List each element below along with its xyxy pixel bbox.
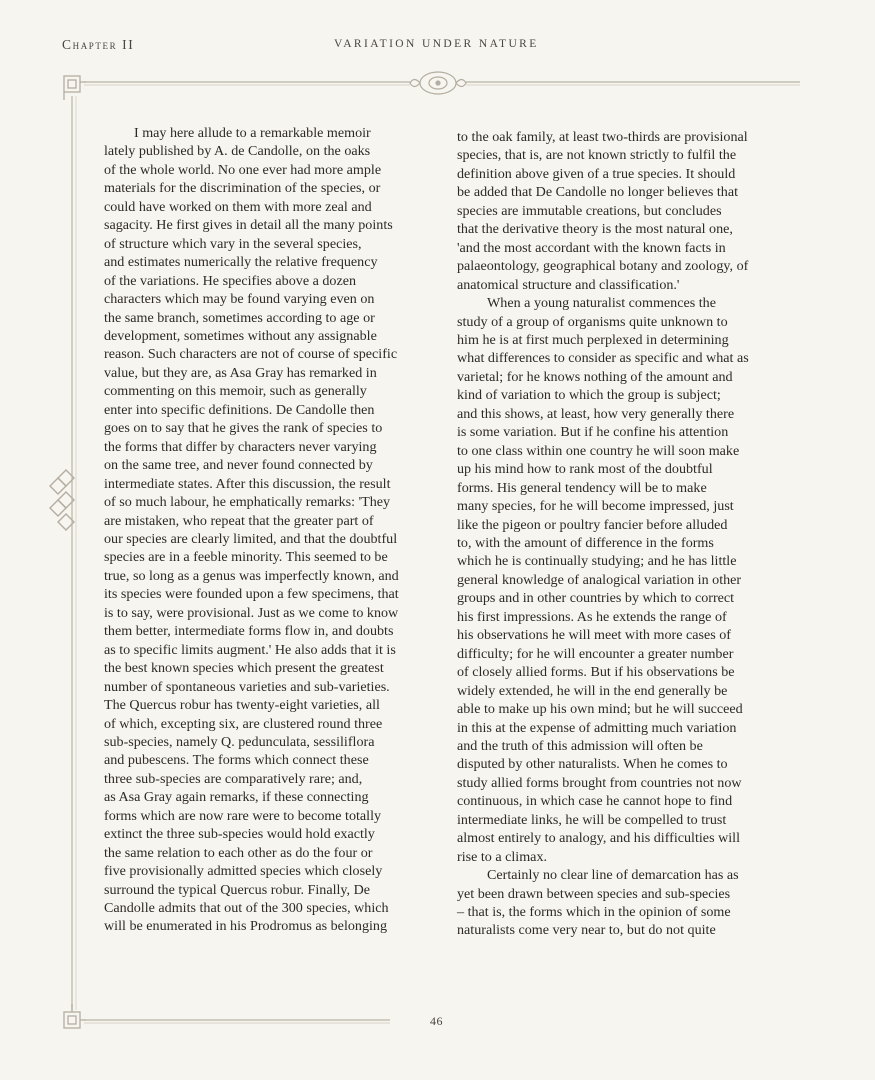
text-line: kind of variation to which the group is subject; [457,387,721,404]
text-line: extinct the three sub-species would hold exactly [104,826,375,843]
text-line: his observations he will meet with more cases of [457,627,731,644]
text-line: general knowledge of analogical variation in other [457,571,742,588]
text-line: species are in a feeble minority. This seemed to be [104,549,388,566]
corner-knot-icon [64,76,86,100]
text-line: sagacity. He first gives in detail all the many points [104,217,393,234]
text-line: definition above given of a true species. It should [457,165,736,182]
text-line: reason. Such characters are not of course of specific [104,346,398,363]
text-line: species are immutable creations, but concludes [457,202,722,219]
text-line: forms. His general tendency will be to make [457,479,707,496]
text-line: true, so long as a genus was imperfectly known, and [104,567,399,584]
text-line: his first impressions. As he extends the range of [457,608,727,625]
text-line: five provisionally admitted species which closely [104,863,383,880]
text-line: them better, intermediate forms flow in, and doubts [104,623,394,640]
text-line: to one class within one country he will soon make [457,442,740,459]
text-line: of which, excepting six, are clustered round three [104,715,383,732]
text-line: of the whole world. No one ever had more ample [104,161,382,178]
text-line: naturalists come very near to, but do not quite [457,922,716,939]
text-line: number of spontaneous varieties and sub-varieties. [104,678,390,695]
text-line: in this at the expense of admitting much variation [457,719,737,736]
text-line: widely extended, he will in the end generally be [457,682,728,699]
text-line: rise to a climax. [457,848,548,865]
text-line: and estimates numerically the relative frequency [104,254,378,271]
text-line: study allied forms brought from countries not now [457,774,742,791]
text-line: as to specific limits augment.' He also adds that it is [104,641,396,658]
text-line: lately published by A. de Candolle, on the oaks [104,143,371,160]
chapter-heading: Chapter II [62,37,135,52]
side-knot-ornament-icon [50,470,74,530]
text-line: our species are clearly limited, and that the doubtful [104,530,398,547]
text-line: species, that is, are not known strictly to fulfil the [457,147,737,164]
running-title: VARIATION UNDER NATURE [334,38,539,50]
text-line: three sub-species are comparatively rare; and, [104,770,363,787]
text-line: up his mind how to rank most of the doubtful [457,461,713,478]
text-line: intermediate states. After this discussion, the result [104,475,391,492]
text-line: I may here allude to a remarkable memoir [134,125,371,141]
text-line: of so much labour, he emphatically remarks: 'They [104,494,391,511]
text-line: enter into specific definitions. De Candolle then [104,401,375,418]
text-line: which he is continually studying; and he has little [457,553,737,570]
text-line: groups and in other countries by which to correct [457,590,735,607]
text-line: varietal; for he knows nothing of the amount and [457,368,733,385]
text-line: sub-species, namely Q. pedunculata, sessiliflora [104,733,375,750]
text-line: palaeontology, geographical botany and zoology, of [457,258,749,275]
text-line: is some variation. But if he confine his attention [457,424,729,441]
text-line: continuous, in which case he cannot hope to find [457,793,733,810]
text-line: and this shows, at least, how very generally there [457,405,735,422]
text-line: almost entirely to analogy, and his difficulties will [457,830,740,847]
text-line: yet been drawn between species and sub-species [457,885,731,902]
text-line: what differences to consider as specific and what as [457,350,749,367]
text-line: materials for the discrimination of the species, or [104,180,381,197]
text-column-right [457,128,793,940]
text-line: and the truth of this admission will often be [457,737,703,754]
text-line: – that is, the forms which in the opinion of some [457,904,731,921]
text-line: to the oak family, at least two-thirds are provisional [457,129,748,145]
text-line: anatomical structure and classification.' [457,276,680,293]
text-column-left [104,124,430,936]
text-line: the same branch, sometimes according to age or [104,309,375,326]
text-line: could have worked on them with more zeal and [104,198,372,215]
text-line: like the pigeon or poultry fancier before alluded [457,516,728,533]
text-line: will be enumerated in his Prodromus as belonging [104,918,388,935]
text-line: as Asa Gray again remarks, if these connecting [104,789,369,806]
text-line: the forms that differ by characters never varying [104,438,377,455]
text-line: goes on to say that he gives the rank of species to [104,420,383,437]
text-line: Certainly no clear line of demarcation has as [487,867,739,884]
text-line: value, but they are, as Asa Gray has remarked in [104,364,377,381]
text-line: and pubescens. The forms which connect these [104,752,369,769]
text-line: of structure which vary in the several species, [104,235,362,252]
text-line: characters which may be found varying even on [104,291,375,308]
text-line: surround the typical Quercus robur. Finally, De [104,881,371,898]
text-line: When a young naturalist commences the [487,295,716,312]
rosette-ornament-icon [410,72,466,94]
text-line: him he is at first much perplexed in determining [457,331,729,348]
text-line: of the variations. He specifies above a dozen [104,272,357,289]
page-number: 46 [430,1014,443,1028]
text-line: able to make up his own mind; but he will succeed [457,701,743,718]
text-line: be added that De Candolle no longer believes that [457,184,739,201]
text-line: its species were founded upon a few specimens, that [104,586,399,603]
text-line: many species, for he will become impressed, just [457,498,734,515]
text-line: is to say, were provisional. Just as we come to know [104,604,399,621]
text-line: difficulty; for he will encounter a greater number [457,645,734,662]
text-line: forms which are now rare were to become totally [104,807,382,824]
text-line: on the same tree, and never found connected by [104,457,373,474]
text-line: disputed by other naturalists. When he comes to [457,756,728,773]
text-line: are mistaken, who repeat that the greater part of [104,512,374,529]
text-line: 'and the most accordant with the known facts in [457,239,726,256]
text-line: the best known species which present the greatest [104,660,384,677]
text-line: of closely allied forms. But if his observations be [457,664,735,681]
text-line: commenting on this memoir, such as generally [104,383,367,400]
text-line: that the derivative theory is the most natural one, [457,221,733,238]
text-line: development, sometimes without any assignable [104,327,377,344]
text-line: The Quercus robur has twenty-eight varieties, all [104,697,380,714]
text-line: Candolle admits that out of the 300 species, which [104,900,389,917]
text-line: study of a group of organisms quite unknown to [457,313,728,330]
text-line: intermediate links, he will be compelled to trust [457,811,727,828]
text-line: the same relation to each other as do the four or [104,844,373,861]
text-line: to, with the amount of difference in the forms [457,534,714,551]
corner-knot-icon [64,1004,86,1028]
